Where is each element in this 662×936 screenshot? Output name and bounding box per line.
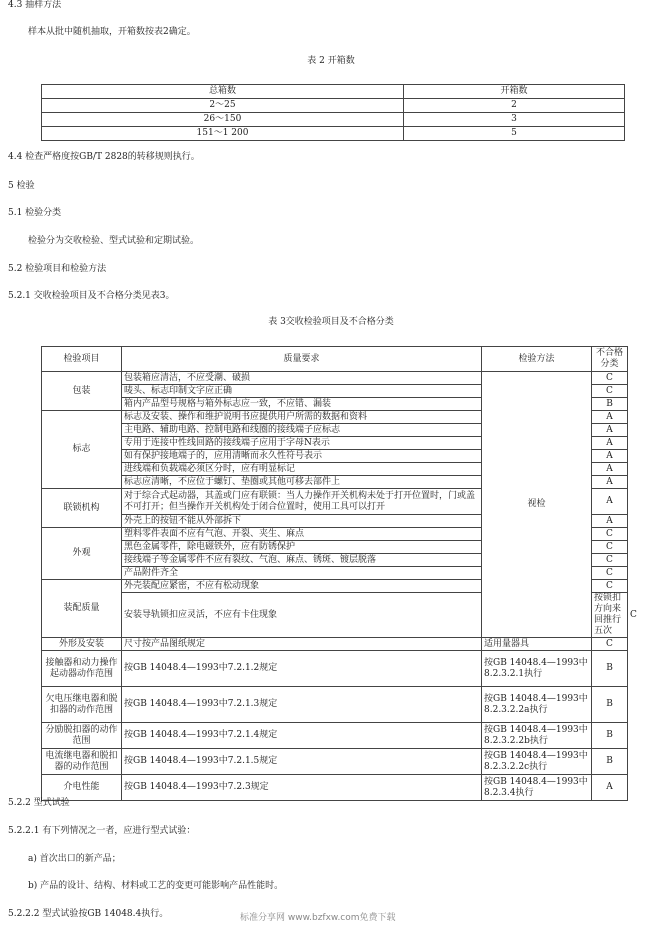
class-cell: C <box>592 372 628 385</box>
req-cell: 塑料零件表面不应有气泡、开裂、夹生、麻点 <box>122 528 482 541</box>
req-cell: 尺寸按产品图纸规定 <box>122 638 482 651</box>
req-cell: 专用于连接中性线回路的接线端子应用于字母N表示 <box>122 437 482 450</box>
section-4-4: 4.4 检查严格度按GB/T 2828的转移规则执行。 <box>8 152 200 162</box>
method-cell: 按GB 14048.4—1993中8.2.3.2.1执行 <box>482 651 592 687</box>
table-header-cell: 开箱数 <box>404 85 625 99</box>
group-cell: 外观 <box>42 528 122 580</box>
method-cell: 适用量器具 <box>482 638 592 651</box>
group-cell: 包装 <box>42 372 122 411</box>
table-cell: 2 <box>404 99 625 113</box>
class-cell: A <box>592 463 628 476</box>
section-5: 5 检验 <box>8 181 35 191</box>
table-header-row <box>42 347 628 372</box>
group-cell: 联锁机构 <box>42 489 122 528</box>
method-cell: 按锁扣方向来回推行五次 <box>592 593 628 638</box>
class-cell: A <box>592 476 628 489</box>
table-cell: 26～150 <box>42 113 404 127</box>
table-cell: 151～1 200 <box>42 127 404 141</box>
method-cell: 视检 <box>482 372 592 638</box>
req-cell: 标志及安装、操作和维护说明书应提供用户所需的数据和资料 <box>122 411 482 424</box>
req-cell: 按GB 14048.4—1993中7.2.1.3规定 <box>122 687 482 723</box>
req-cell: 外壳上的按钮不能从外部拆下 <box>122 515 482 528</box>
class-cell: A <box>592 437 628 450</box>
class-cell: A <box>592 775 628 801</box>
list-item-b: b) 产品的设计、结构、材料或工艺的变更可能影响产品性能时。 <box>28 881 284 891</box>
class-cell: B <box>592 723 628 749</box>
section-5-1-body: 检验分为交收检验、型式试验和定期试验。 <box>28 236 200 246</box>
class-cell: A <box>592 450 628 463</box>
table-header-cell: 检验方法 <box>482 347 592 372</box>
table-row <box>42 687 628 723</box>
table-row <box>42 127 625 141</box>
class-cell: B <box>592 398 628 411</box>
group-cell: 分励脱扣器的动作范围 <box>42 723 122 749</box>
req-cell: 对于综合式起动器，其盖或门应有联锁：当人力操作开关机构未处于打开位置时，门或盖不可打开；但当操作开关机构处于闭合位置时，使用工具可以打开 <box>122 489 482 515</box>
class-cell: C <box>592 528 628 541</box>
table-cell: 2～25 <box>42 99 404 113</box>
class-cell: B <box>592 687 628 723</box>
method-cell: 按GB 14048.4—1993中8.2.3.2.2b执行 <box>482 723 592 749</box>
table-cell: 5 <box>404 127 625 141</box>
table-2 <box>41 84 625 141</box>
footer-watermark[interactable]: 标准分享网 www.bzfxw.com免费下载 <box>240 913 396 923</box>
table-row <box>42 113 625 127</box>
group-cell: 接触器和动力操作起动器动作范围 <box>42 651 122 687</box>
section-5-1: 5.1 检验分类 <box>8 208 62 218</box>
table-header-cell: 检验项目 <box>42 347 122 372</box>
req-cell: 接线端子等金属零件不应有裂纹、气泡、麻点、锈斑、镀层脱落 <box>122 554 482 567</box>
table-row: 安装导轨锁扣应灵活，不应有卡住现象 按锁扣方向来回推行五次 C <box>42 593 628 638</box>
table-row <box>42 638 628 651</box>
table-row <box>42 651 628 687</box>
group-cell: 电流继电器和脱扣器的动作范围 <box>42 749 122 775</box>
table-row <box>42 99 625 113</box>
table2-caption: 表 2 开箱数 <box>307 56 355 66</box>
req-cell: 进线端和负载端必须区分时，应有明显标记 <box>122 463 482 476</box>
req-cell: 外壳装配应紧密，不应有松动现象 <box>122 580 482 593</box>
group-cell: 装配质量 <box>42 580 122 638</box>
section-4-3-body: 样本从批中随机抽取，开箱数按表2确定。 <box>28 27 196 37</box>
section-4-3-title: 4.3 抽样方法 <box>8 0 62 10</box>
table-row <box>42 749 628 775</box>
req-cell: 如有保护接地端子的，应用清晰而永久性符号表示 <box>122 450 482 463</box>
class-cell: A <box>592 424 628 437</box>
class-cell: C <box>592 385 628 398</box>
section-5-2-2-1: 5.2.2.1 有下列情况之一者，应进行型式试验： <box>8 826 196 836</box>
group-cell: 欠电压继电器和脱扣器的动作范围 <box>42 687 122 723</box>
class-cell: C <box>592 638 628 651</box>
req-cell: 唛头、标志印制文字应正确 <box>122 385 482 398</box>
req-cell: 按GB 14048.4—1993中7.2.1.2规定 <box>122 651 482 687</box>
req-cell: 主电路、辅助电路、控制电路和线圈的接线端子应标志 <box>122 424 482 437</box>
req-cell: 按GB 14048.4—1993中7.2.3规定 <box>122 775 482 801</box>
req-cell: 产品附件齐全 <box>122 567 482 580</box>
group-cell: 介电性能 <box>42 775 122 801</box>
group-cell: 外形及安装 <box>42 638 122 651</box>
class-cell: C <box>592 567 628 580</box>
section-5-2-2: 5.2.2 型式试验 <box>8 798 70 808</box>
class-cell: A <box>592 411 628 424</box>
class-cell: C <box>592 554 628 567</box>
class-cell: C <box>592 541 628 554</box>
method-cell: 按GB 14048.4—1993中8.2.3.2.2a执行 <box>482 687 592 723</box>
table-row <box>42 723 628 749</box>
section-5-2: 5.2 检验项目和检验方法 <box>8 264 107 274</box>
table-row <box>42 372 628 385</box>
class-cell: B <box>592 651 628 687</box>
table-header-cell: 质量要求 <box>122 347 482 372</box>
class-cell: B <box>592 749 628 775</box>
req-cell: 按GB 14048.4—1993中7.2.1.5规定 <box>122 749 482 775</box>
class-cell: A <box>592 515 628 528</box>
method-cell: 按GB 14048.4—1993中8.2.3.4执行 <box>482 775 592 801</box>
section-5-2-1: 5.2.1 交收检验项目及不合格分类见表3。 <box>8 291 175 301</box>
class-cell: A <box>592 489 628 515</box>
req-cell: 黑色金属零件，除电磁铁外，应有防锈保护 <box>122 541 482 554</box>
table-row <box>42 775 628 801</box>
table3-caption: 表 3交收检验项目及不合格分类 <box>268 317 394 327</box>
req-cell: 标志应清晰，不应位于螺钉、垫圈或其他可移去部件上 <box>122 476 482 489</box>
req-cell: 安装导轨锁扣应灵活，不应有卡住现象 <box>122 593 482 638</box>
list-item-a: a) 首次出口的新产品； <box>28 854 121 864</box>
method-cell: 按GB 14048.4—1993中8.2.3.2.2c执行 <box>482 749 592 775</box>
table-header-row <box>42 85 625 99</box>
req-cell: 包装箱应清洁，不应受潮、破损 <box>122 372 482 385</box>
class-cell: C <box>592 580 628 593</box>
req-cell: 箱内产品型号规格与箱外标志应一致，不应错、漏装 <box>122 398 482 411</box>
table-header-cell: 总箱数 <box>42 85 404 99</box>
req-cell: 按GB 14048.4—1993中7.2.1.4规定 <box>122 723 482 749</box>
table-header-cell: 不合格分类 <box>592 347 628 372</box>
group-cell: 标志 <box>42 411 122 489</box>
table-3 <box>41 346 637 801</box>
section-5-2-2-2: 5.2.2.2 型式试验按GB 14048.4执行。 <box>8 909 169 919</box>
table-cell: 3 <box>404 113 625 127</box>
